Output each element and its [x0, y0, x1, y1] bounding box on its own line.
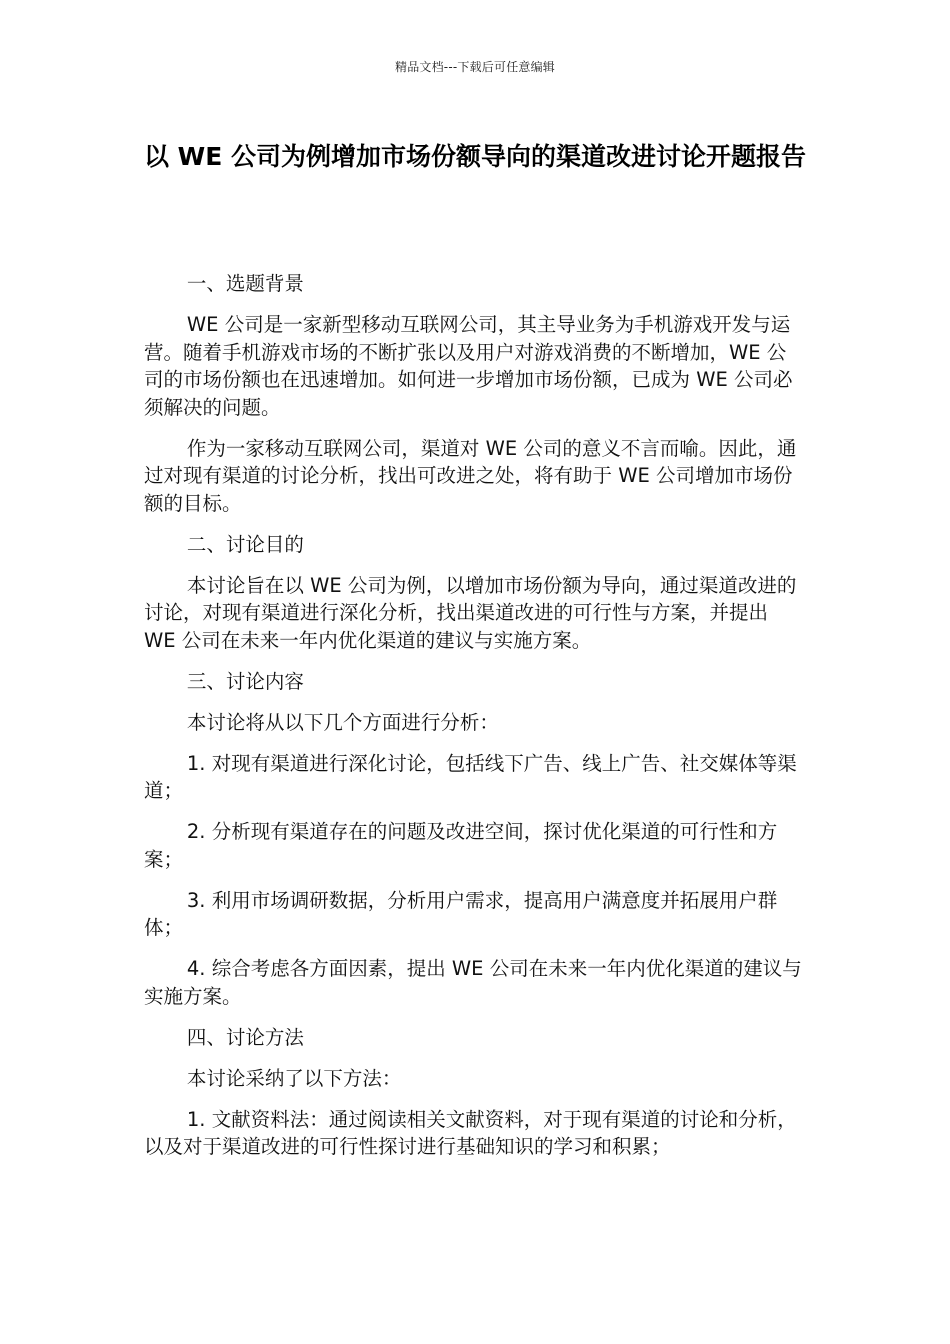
header-note: 精品文档---下载后可任意编辑	[395, 60, 555, 74]
paragraph: WE 公司是一家新型移动互联网公司，其主导业务为手机游戏开发与运营。随着手机游戏市场的不断扩张以及用户对游戏消费的不断增加，WE 公司的市场份额也在迅速增加。如何进一步增加市场份额，已成为 WE 公司必须解决的问题。	[144, 313, 793, 419]
list-item: 2. 分析现有渠道存在的问题及改进空间，探讨优化渠道的可行性和方案；	[144, 820, 778, 871]
section-heading-method: 四、讨论方法	[186, 1025, 304, 1049]
list-item: 4. 综合考虑各方面因素，提出 WE 公司在未来一年内优化渠道的建议与实施方案。	[144, 957, 802, 1008]
section-heading-purpose: 二、讨论目的	[186, 532, 304, 556]
paragraph: 作为一家移动互联网公司，渠道对 WE 公司的意义不言而喻。因此，通过对现有渠道的讨论分析，找出可改进之处，将有助于 WE 公司增加市场份额的目标。	[144, 436, 797, 515]
list-item: 1. 文献资料法：通过阅读相关文献资料，对于现有渠道的讨论和分析，以及对于渠道改进的可行性探讨进行基础知识的学习和积累；	[144, 1107, 797, 1158]
paragraph: 本讨论将从以下几个方面进行分析：	[186, 710, 499, 734]
document-title: 以 WE 公司为例增加市场份额导向的渠道改进讨论开题报告	[143, 142, 807, 171]
list-item: 3. 利用市场调研数据，分析用户需求，提高用户满意度并拓展用户群体；	[144, 888, 778, 939]
list-item: 1. 对现有渠道进行深化讨论，包括线下广告、线上广告、社交媒体等渠道；	[144, 751, 797, 802]
paragraph: 本讨论旨在以 WE 公司为例，以增加市场份额为导向，通过渠道改进的讨论，对现有渠道进行深化分析，找出渠道改进的可行性与方案，并提出 WE 公司在未来一年内优化渠道的建议与实施方案。	[144, 573, 797, 652]
section-heading-content: 三、讨论内容	[186, 669, 304, 693]
section-heading-background: 一、选题背景	[186, 272, 304, 295]
paragraph: 本讨论采纳了以下方法：	[186, 1066, 402, 1090]
document-body	[144, 270, 804, 1174]
